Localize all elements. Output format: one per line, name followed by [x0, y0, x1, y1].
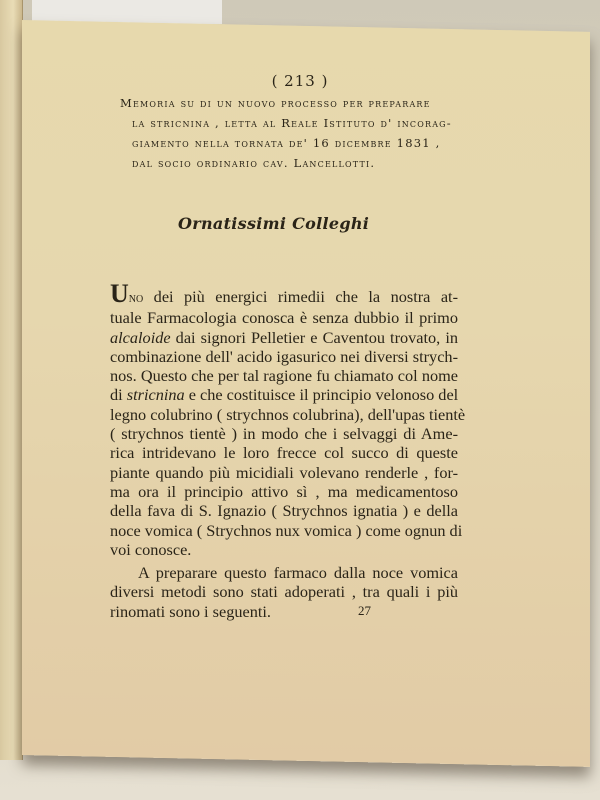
body-line: A preparare questo farmaco dalla noce vomica	[138, 563, 458, 583]
body-text	[110, 279, 466, 621]
body-line: diversi metodi sono stati adoperati , tra quali i più	[110, 582, 458, 602]
heading-line: giamento nella tornata de' 16 dicembre 1831 ,	[132, 136, 441, 150]
heading-line: dal socio ordinario cav. Lancellotti.	[132, 156, 376, 170]
page-number: ( 213 )	[271, 72, 329, 90]
body-line: rinomati sono i seguenti.	[110, 601, 271, 621]
heading-line: Memoria su di un nuovo processo per preparare	[120, 96, 431, 110]
body-line: combinazione dell' acido igasurico nei diversi strych-	[110, 346, 458, 366]
italic-term: stricnina	[126, 385, 185, 405]
line-text: dei più energici rimedii che la nostra at-	[143, 287, 458, 306]
signature-mark: 27	[358, 603, 371, 618]
body-line: rica intridevano le loro frecce col succo di queste	[110, 443, 458, 463]
salutation: Ornatissimi Colleghi	[178, 214, 370, 233]
heading-line: la stricnina , letta al Reale Istituto d' incorag-	[132, 116, 452, 130]
body-line: ( strychnos tientè ) in modo che i selvaggi di Ame-	[110, 424, 458, 444]
body-line: voi conosce.	[110, 539, 192, 559]
body-line: tuale Farmacologia conosca è senza dubbio il primo	[110, 308, 458, 328]
body-line: noce vomica ( Strychnos nux vomica ) come ognun di	[110, 520, 463, 540]
body-line: alcaloide dai signori Pelletier e Caventou trovato, in	[110, 327, 458, 347]
drop-cap: U	[110, 279, 129, 308]
body-line: piante quando più micidiali volevano renderle , for-	[110, 462, 458, 482]
article-heading	[120, 93, 470, 173]
first-word-rest: no	[128, 291, 144, 306]
body-line: della fava di S. Ignazio ( Strychnos ignatia ) e della	[110, 501, 458, 521]
body-line: di stricnina e che costituisce il principio velonoso del	[110, 385, 459, 405]
body-line: ma ora il principio attivo sì , ma medicamentoso	[110, 481, 458, 501]
body-line	[110, 279, 458, 308]
italic-term: alcaloide	[110, 327, 171, 347]
body-line: nos. Questo che per tal ragione fu chiamato col nome	[110, 366, 458, 386]
body-line: legno colubrino ( strychnos colubrina), dell'upas tientè	[110, 404, 466, 424]
